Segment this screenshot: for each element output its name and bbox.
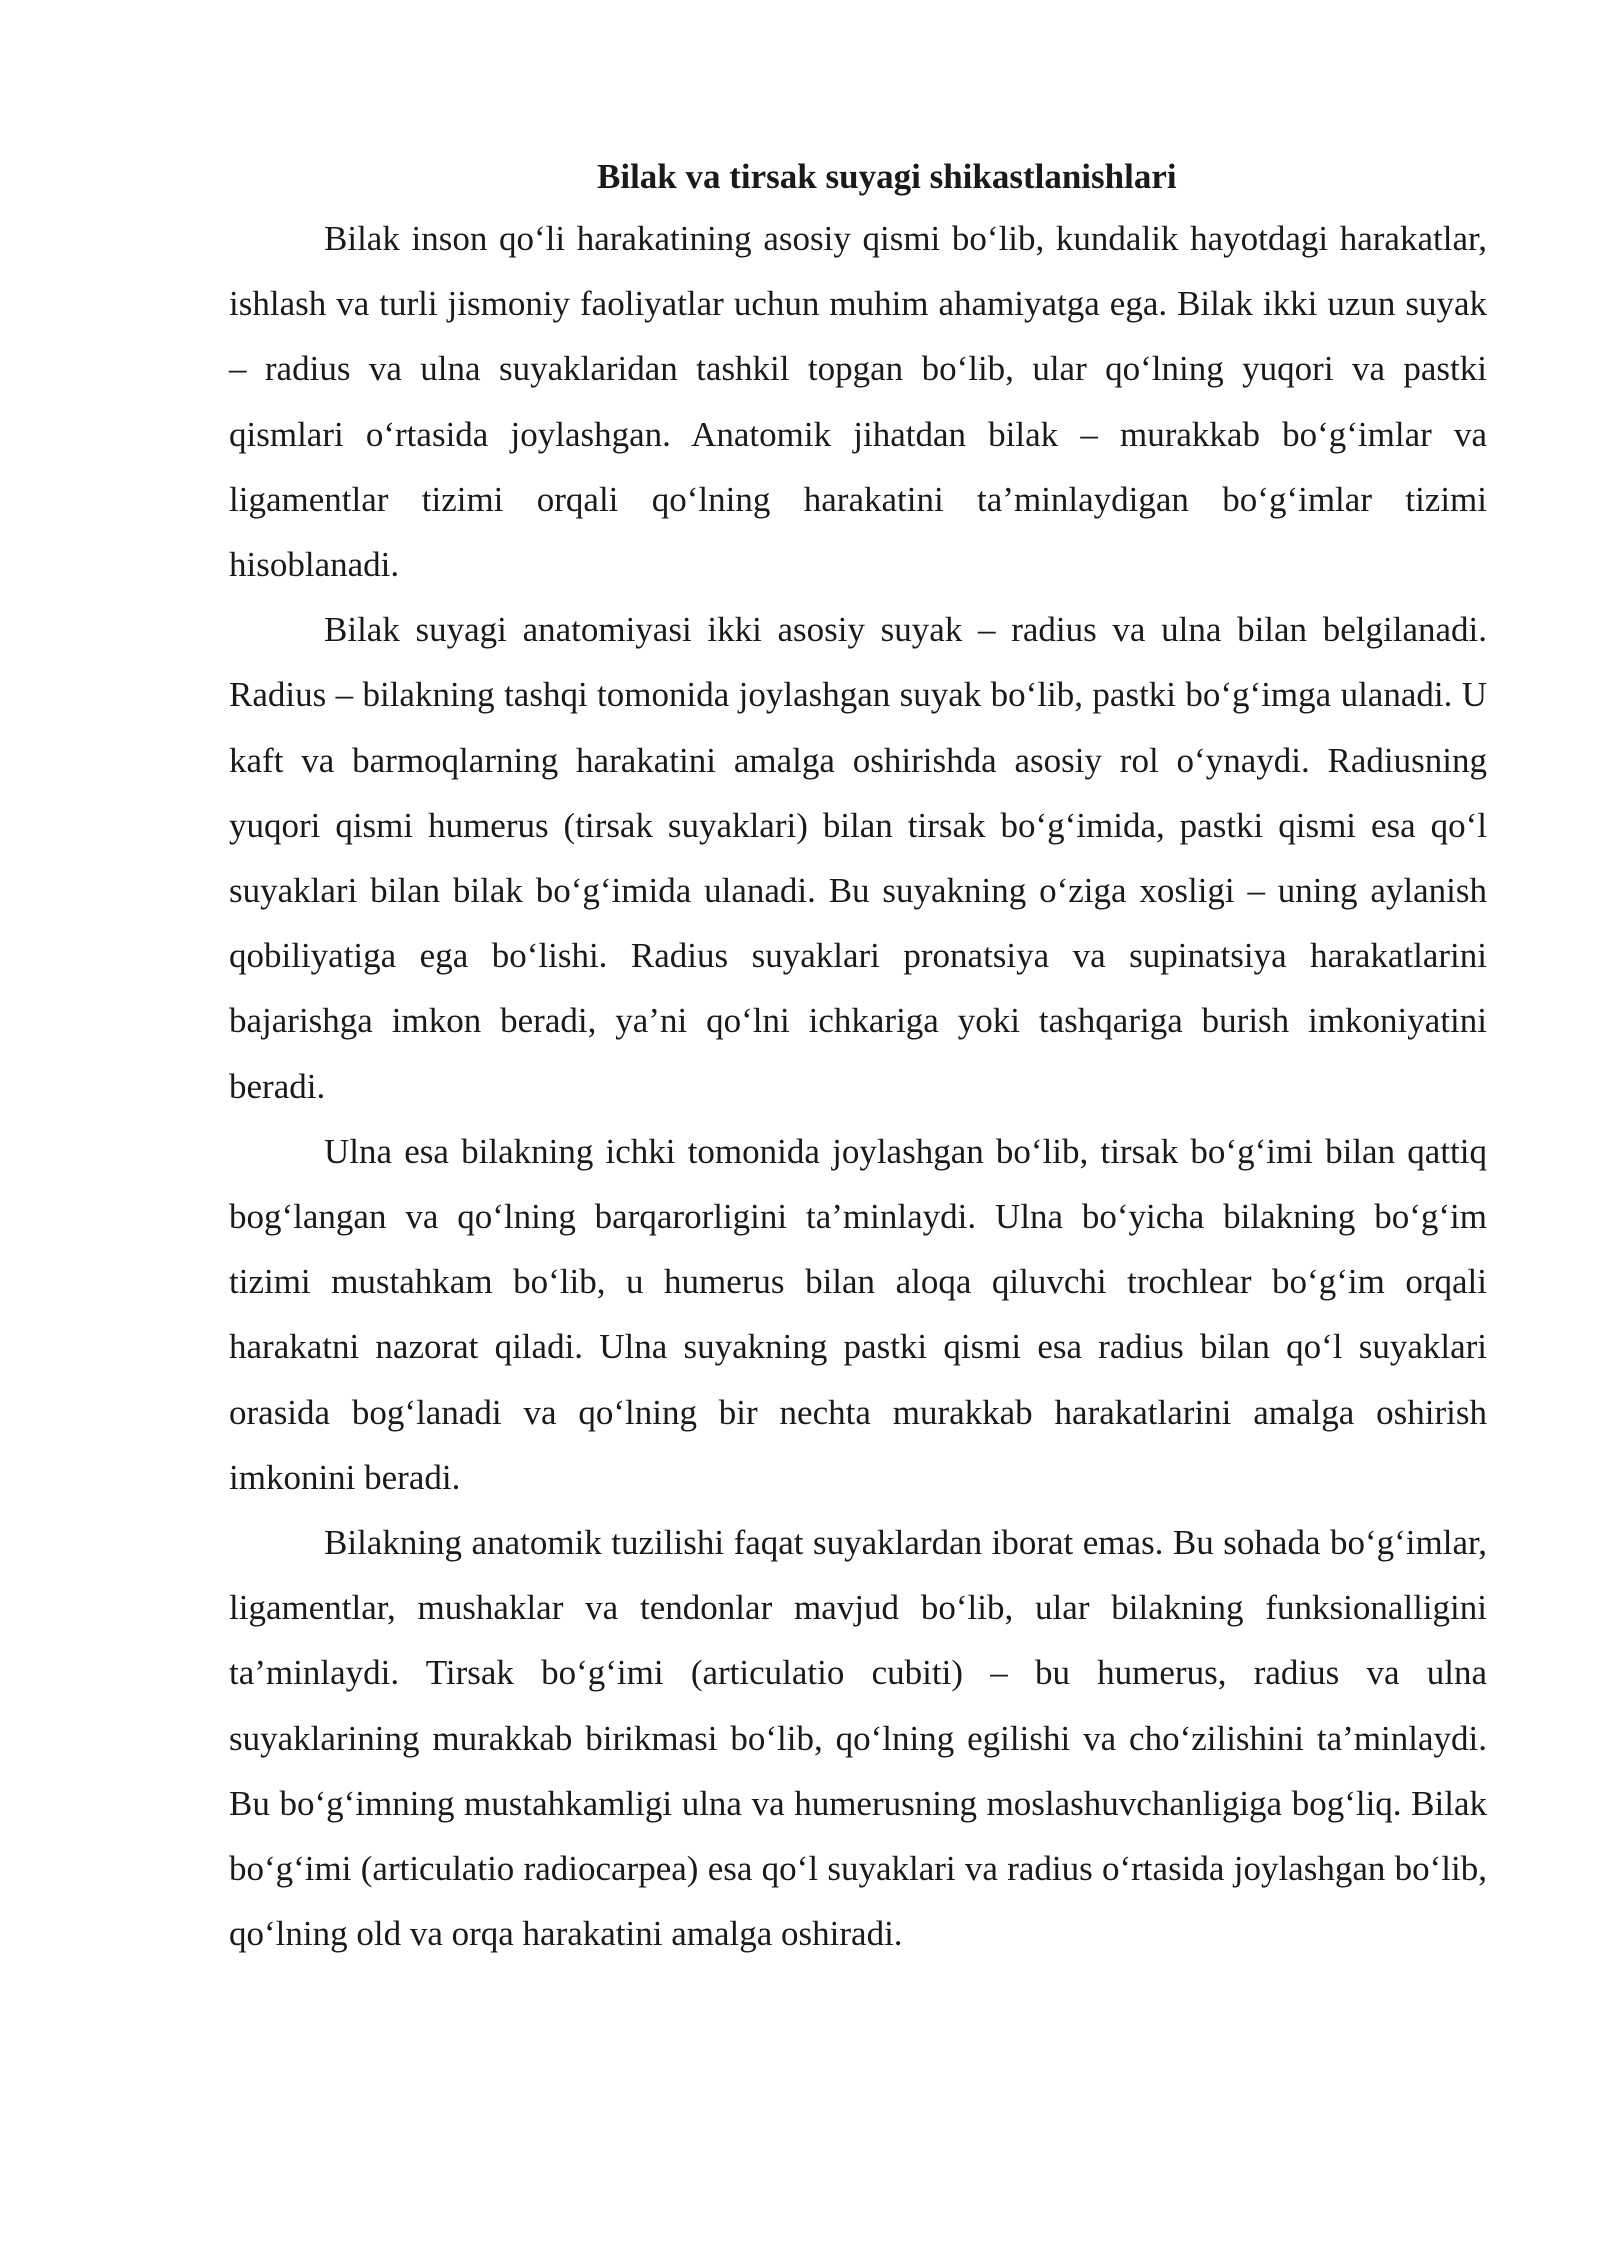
paragraph-2: Bilak suyagi anatomiyasi ikki asosiy suyak – radius va ulna bilan belgilanadi. Radius – bilakning tashqi tomonida joylashgan suyak bo‘lib, pastki bo‘g‘imga ulanadi. U kaft va barmoqlarning harakatini amalga oshirishda asosiy rol o‘ynaydi. Radiusning yuqori qismi humerus (tirsak suyaklari) bilan tirsak bo‘g‘imida, pastki qismi esa qo‘l suyaklari bilan bilak bo‘g‘imida ulanadi. Bu suyakning o‘ziga xosligi – uning aylanish qobiliyatiga ega bo‘lishi. Radius suyaklari pronatsiya va supinatsiya harakatlarini bajarishga imkon beradi, ya’ni qo‘lni ichkariga yoki tashqariga burish imkoniyatini beradi.	[229, 610, 1487, 1106]
paragraph-4: Bilakning anatomik tuzilishi faqat suyaklardan iborat emas. Bu sohada bo‘g‘imlar, ligamentlar, mushaklar va tendonlar mavjud bo‘lib, ular bilakning funksionalligini ta’minlaydi. Tirsak bo‘g‘imi (articulatio cubiti) – bu humerus, radius va ulna suyaklarining murakkab birikmasi bo‘lib, qo‘lning egilishi va cho‘zilishini ta’minlaydi. Bu bo‘g‘imning mustahkamligi ulna va humerusning moslashuvchanligiga bog‘liq. Bilak bo‘g‘imi (articulatio radiocarpea) esa qo‘l suyaklari va radius o‘rtasida joylashgan bo‘lib, qo‘lning old va orqa harakatini amalga oshiradi.	[229, 1523, 1487, 1954]
document-body	[229, 148, 1487, 1966]
paragraph-3: Ulna esa bilakning ichki tomonida joylashgan bo‘lib, tirsak bo‘g‘imi bilan qattiq bog‘langan va qo‘lning barqarorligini ta’minlaydi. Ulna bo‘yicha bilakning bo‘g‘im tizimi mustahkam bo‘lib, u humerus bilan aloqa qiluvchi trochlear bo‘g‘im orqali harakatni nazorat qiladi. Ulna suyakning pastki qismi esa radius bilan qo‘l suyaklari orasida bog‘lanadi va qo‘lning bir nechta murakkab harakatlarini amalga oshirish imkonini beradi.	[229, 1131, 1487, 1497]
document-title: Bilak va tirsak suyagi shikastlanishlari	[597, 157, 1177, 196]
paragraph-1: Bilak inson qo‘li harakatining asosiy qismi bo‘lib, kundalik hayotdagi harakatlar, ishlash va turli jismoniy faoliyatlar uchun muhim ahamiyatga ega. Bilak ikki uzun suyak – radius va ulna suyaklaridan tashkil topgan bo‘lib, ular qo‘lning yuqori va pastki qismlari o‘rtasida joylashgan. Anatomik jihatdan bilak – murakkab bo‘g‘imlar va ligamentlar tizimi orqali qo‘lning harakatini ta’minlaydigan bo‘g‘imlar tizimi hisoblanadi.	[229, 219, 1487, 585]
